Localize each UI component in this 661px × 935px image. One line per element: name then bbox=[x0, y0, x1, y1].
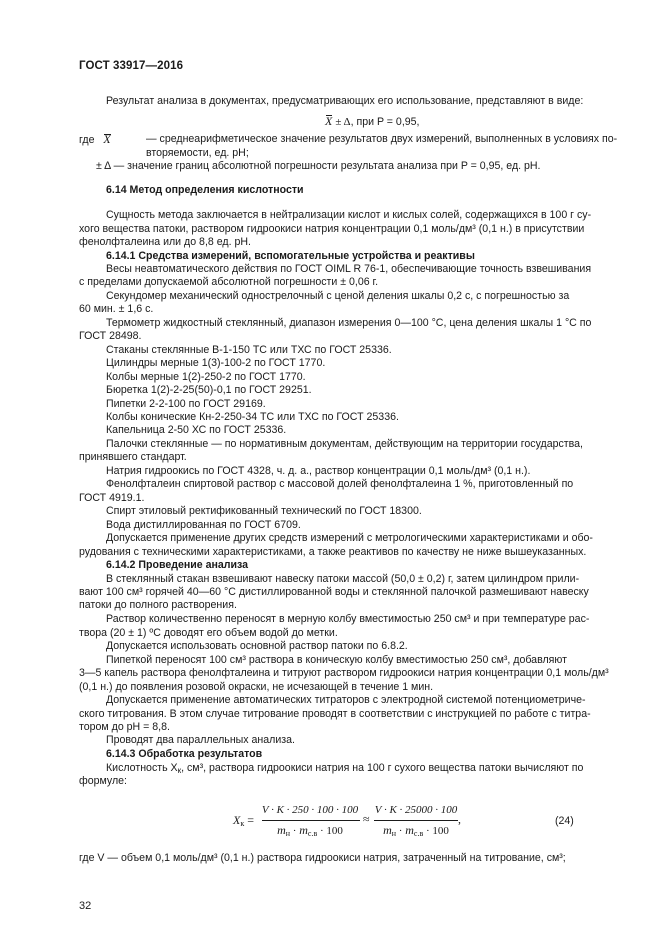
equip-stopwatch-2: 60 мин. ± 1,6 с. bbox=[79, 303, 154, 315]
formula-approx: ≈ bbox=[363, 812, 370, 826]
standard-code-header: ГОСТ 33917—2016 bbox=[79, 60, 184, 72]
equip-alternatives-1: Допускается применение других средств измерений с метрологическими характеристиками и обо- bbox=[106, 532, 593, 544]
equip-stopwatch-1: Секундомер механический однострелочный с ценой деления шкалы 0,2 с, с погрешностью за bbox=[106, 290, 570, 302]
equip-sticks-1: Палочки стеклянные — по нормативным документам, действующим на территории государства, bbox=[106, 438, 583, 450]
para-essence-2: хого вещества патоки, раствором гидроокиси натрия концентрации 0,1 моль/дм³ (0,1 н.) в присутствии bbox=[79, 223, 585, 235]
equip-scales-1: Весы неавтоматического действия по ГОСТ OIML R 76-1, обеспечивающие точность взвешивания bbox=[106, 263, 592, 275]
procedure-5b: ского титрования. В этом случае титрование проводят в соответствии с инструкцией по работе с титра- bbox=[79, 708, 591, 720]
where-delta-line: ± Δ — значение границ абсолютной погрешности результата анализа при P = 0,95, ед. pH. bbox=[96, 160, 541, 172]
equip-scales-2: с пределами допускаемой абсолютной погрешности ± 0,06 г. bbox=[79, 276, 379, 288]
where-v-line: где V — объем 0,1 моль/дм³ (0,1 н.) раствора гидроокиси натрия, затраченный на титрование, см³; bbox=[79, 852, 566, 864]
section-6-14-heading: 6.14 Метод определения кислотности bbox=[106, 184, 304, 196]
formula-lhs: $X_к$ = bbox=[233, 813, 255, 828]
procedure-3: Допускается использовать основной раствор патоки по 6.8.2. bbox=[106, 640, 408, 652]
equip-thermometer-2: ГОСТ 28498. bbox=[79, 330, 142, 342]
equip-sticks-2: принявшего стандарт. bbox=[79, 451, 187, 463]
formula-denominator-2: $m_н \cdot m_{с.в} \cdot 100$ bbox=[383, 823, 449, 838]
procedure-1a: В стеклянный стакан взвешивают навеску патоки массой (50,0 ± 0,2) г, затем цилиндром прили- bbox=[106, 573, 580, 585]
result-expression: X ± Δ, при P = 0,95, bbox=[325, 114, 420, 128]
equip-cylinders: Цилиндры мерные 1(3)-100-2 по ГОСТ 1770. bbox=[106, 357, 326, 369]
where-x-line1: — среднеарифметическое значение результатов двух измерений, выполненных в условиях по- bbox=[146, 133, 618, 145]
reagent-phenolphthalein-1: Фенолфталеин спиртовой раствор с массовой долей фенолфталеина 1 %, приготовленный по bbox=[106, 478, 574, 490]
reagent-water: Вода дистиллированная по ГОСТ 6709. bbox=[106, 519, 301, 531]
reagent-ethanol: Спирт этиловый ректификованный технический по ГОСТ 18300. bbox=[106, 505, 422, 517]
results-line-2: формуле: bbox=[79, 775, 127, 787]
procedure-1c: патоки до полного растворения. bbox=[79, 599, 237, 611]
procedure-4b: 3—5 капель раствора фенолфталеина и титруют раствором гидроокиси натрия концентрации 0,1 моль/дм³ bbox=[79, 667, 609, 679]
equip-burette: Бюретка 1(2)-2-25(50)-0,1 по ГОСТ 29251. bbox=[106, 384, 312, 396]
fraction-bar-2 bbox=[374, 820, 458, 821]
equip-thermometer-1: Термометр жидкостный стеклянный, диапазон измерения 0—100 °С, цена деления шкалы 1 °С по bbox=[106, 317, 592, 329]
equip-pipettes: Пипетки 2-2-100 по ГОСТ 29169. bbox=[106, 398, 266, 410]
mean-symbol: X bbox=[325, 114, 333, 128]
formula-numerator-2: V · K · 25000 · 100 bbox=[374, 804, 458, 816]
equip-dropper: Капельница 2-50 ХС по ГОСТ 25336. bbox=[106, 424, 287, 436]
where-x-line2: вторяемости, ед. pH; bbox=[146, 147, 249, 159]
results-line-1: Кислотность $X_к$, см³, раствора гидроокиси натрия на 100 г сухого вещества патоки вычисляют по bbox=[106, 762, 584, 775]
procedure-4c: (0,1 н.) до появления розовой окраски, не исчезающей в течение 1 мин. bbox=[79, 681, 434, 693]
formula-numerator-1: V · K · 250 · 100 · 100 bbox=[261, 804, 359, 816]
section-6-14-2-heading: 6.14.2 Проведение анализа bbox=[106, 559, 249, 571]
formula-number: (24) bbox=[555, 815, 574, 827]
page-number: 32 bbox=[79, 900, 92, 912]
reagent-naoh: Натрия гидроокись по ГОСТ 4328, ч. д. а., раствор концентрации 0,1 моль/дм³ (0,1 н.). bbox=[106, 465, 531, 477]
para-essence-3: фенолфталеина или до 8,8 ед. pH. bbox=[79, 236, 251, 248]
section-6-14-1-heading: 6.14.1 Средства измерений, вспомогательные устройства и реактивы bbox=[106, 250, 475, 262]
procedure-2b: твора (20 ± 1) ºС доводят его объем водой до метки. bbox=[79, 627, 338, 639]
formula-denominator-1: $m_н \cdot m_{с.в} \cdot 100$ bbox=[277, 823, 343, 838]
intro-line: Результат анализа в документах, предусматривающих его использование, представляют в виде: bbox=[106, 95, 584, 107]
equip-conical-flasks: Колбы конические Кн-2-250-34 ТС или ТХС по ГОСТ 25336. bbox=[106, 411, 399, 423]
procedure-2a: Раствор количественно переносят в мерную колбу вместимостью 250 см³ и при температуре рас- bbox=[106, 613, 590, 625]
procedure-5a: Допускается применение автоматических титраторов с электродной системой потенциометриче- bbox=[106, 694, 586, 706]
document-page: ГОСТ 33917—2016 Результат анализа в документах, предусматривающих его использование, представляют в виде: X ± Δ, при P = 0,95, где X — среднеарифметическое значение результатов двух измерений, выполненных в условиях по- вторяемости, ед. pH; ± Δ — значение границ абсолютной погрешности результата анализа при P = 0,95, ед. pH. 6.14 Метод определения кислотности Сущность метода заключается в нейтрализации кислот и кислых солей, содержащихся в 100 г су- хого вещества патоки, раствором гидроокиси натрия концентрации 0,1 моль/дм³ (0,1 н.) в присутствии фенолфталеина или до 8,8 ед. pH. 6.14.1 Средства измерений, вспомогательные устройства и реактивы Весы неавтоматического действия по ГОСТ OIML R 76-1, обеспечивающие точность взвешивания с пределами допускаемой абсолютной погрешности ± 0,06 г. Секундомер механический однострелочный с ценой деления шкалы 0,2 с, с погрешностью за 60 мин. ± 1,6 с. Термометр жидкостный стеклянный, диапазон измерения 0—100 °С, цена деления шкалы 1 °С по ГОСТ 28498. Стаканы стеклянные В-1-150 ТС или ТХС по ГОСТ 25336. Цилиндры мерные 1(3)-100-2 по ГОСТ 1770. Колбы мерные 1(2)-250-2 по ГОСТ 1770. Бюретка 1(2)-2-25(50)-0,1 по ГОСТ 29251. Пипетки 2-2-100 по ГОСТ 29169. Колбы конические Кн-2-250-34 ТС или ТХС по ГОСТ 25336. Капельница 2-50 ХС по ГОСТ 25336. Палочки стеклянные — по нормативным документам, действующим на территории государства, принявшего стандарт. Натрия гидроокись по ГОСТ 4328, ч. д. а., раствор концентрации 0,1 моль/дм³ (0,1 н.). Фенолфталеин спиртовой раствор с массовой долей фенолфталеина 1 %, приготовленный по ГОСТ 4919.1. Спирт этиловый ректификованный технический по ГОСТ 18300. Вода дистиллированная по ГОСТ 6709. Допускается применение других средств измерений с метрологическими характеристиками и обо- рудования с техническими характеристиками, а также реактивов по качеству не ниже вышеуказанных. 6.14.2 Проведение анализа В стеклянный стакан взвешивают навеску патоки массой (50,0 ± 0,2) г, затем цилиндром прили- вают 100 см³ горячей 40—60 °С дистиллированной воды и стеклянной палочкой размешивают навеску патоки до полного растворения. Раствор количественно переносят в мерную колбу вместимостью 250 см³ и при температуре рас- твора (20 ± 1) ºС доводят его объем водой до метки. Допускается использовать основной раствор патоки по 6.8.2. Пипеткой переносят 100 см³ раствора в коническую колбу вместимостью 250 см³, добавляют 3—5 капель раствора фенолфталеина и титруют раствором гидроокиси натрия концентрации 0,1 моль/дм³ (0,1 н.) до появления розовой окраски, не исчезающей в течение 1 мин. Допускается применение автоматических титраторов с электродной системой потенциометриче- ского титрования. В этом случае титрование проводят в соответствии с инструкцией по работе с титра- тором до pH = 8,8. Проводят два параллельных анализа. 6.14.3 Обработка результатов Кислотность $X_к$, см³, раствора гидроокиси натрия на 100 г сухого вещества патоки вычисляют по формуле: $X_к$ = V · K · 250 · 100 · 100 $m_н \cdot m_{с.в} \cdot 100$ ≈ V · K · 25000 · 100 $m_н \cdot m_{с.в} \cdot 100$ , (24) где V — объем 0,1 моль/дм³ (0,1 н.) раствора гидроокиси натрия, затраченный на титрование, см³; 32 bbox=[79, 60, 618, 912]
equip-flasks: Колбы мерные 1(2)-250-2 по ГОСТ 1770. bbox=[106, 371, 306, 383]
section-6-14-3-heading: 6.14.3 Обработка результатов bbox=[106, 748, 263, 760]
where-x-label: где X bbox=[79, 132, 111, 146]
reagent-phenolphthalein-2: ГОСТ 4919.1. bbox=[79, 492, 145, 504]
equip-alternatives-2: рудования с техническими характеристиками, а также реактивов по качеству не ниже вышеуказанных. bbox=[79, 546, 587, 558]
fraction-bar-1 bbox=[262, 820, 360, 821]
procedure-6: Проводят два параллельных анализа. bbox=[106, 734, 295, 746]
procedure-1b: вают 100 см³ горячей 40—60 °С дистиллированной воды и стеклянной палочкой размешивают навеску bbox=[79, 586, 589, 598]
para-essence-1: Сущность метода заключается в нейтрализации кислот и кислых солей, содержащихся в 100 г су- bbox=[106, 209, 592, 221]
equip-glasses: Стаканы стеклянные В-1-150 ТС или ТХС по ГОСТ 25336. bbox=[106, 344, 392, 356]
procedure-5c: тором до pH = 8,8. bbox=[79, 721, 170, 733]
procedure-4a: Пипеткой переносят 100 см³ раствора в коническую колбу вместимостью 250 см³, добавляют bbox=[106, 654, 567, 666]
